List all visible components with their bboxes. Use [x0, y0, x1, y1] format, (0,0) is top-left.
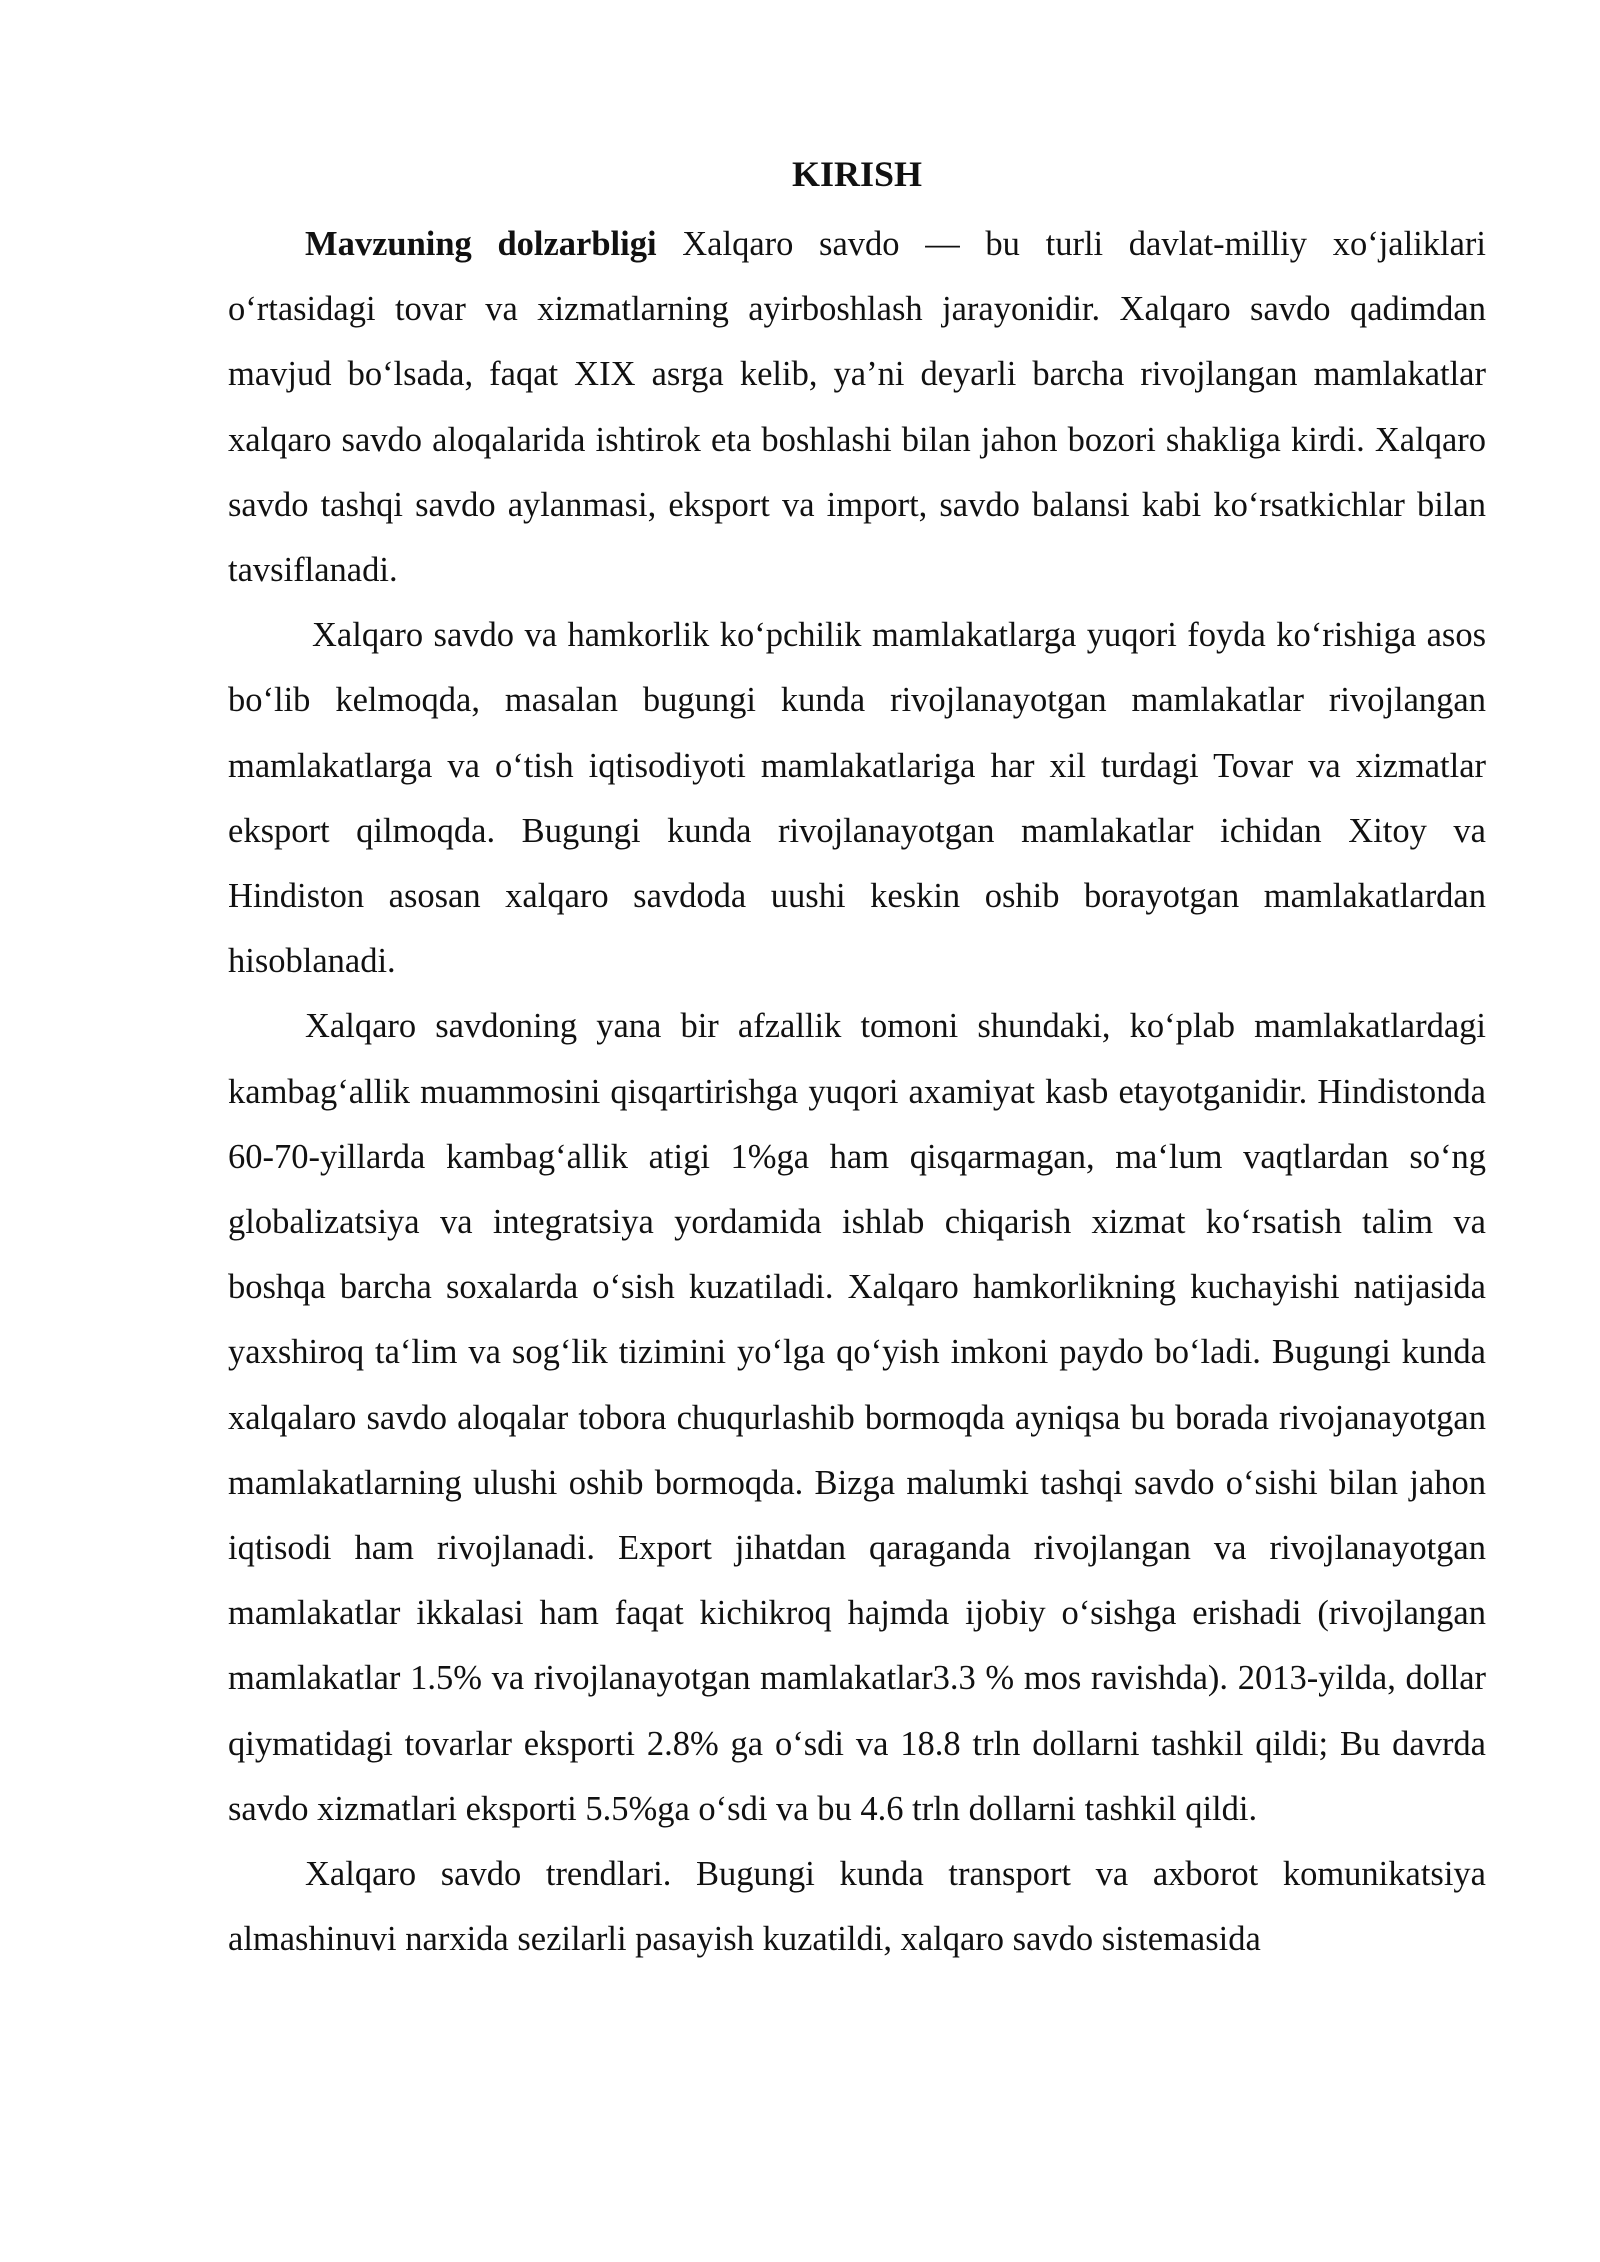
- paragraph-text: Xalqaro savdo — bu turli davlat-milliy xoʻjaliklari oʻrtasidagi tovar va xizmatlarning ayirboshlash jarayonidir. Xalqaro savdo qadimdan mavjud boʻlsada, faqat XIX asrga kelib, ya’ni deyarli barcha rivojlangan mamlakatlar xalqaro savdo aloqalarida ishtirok eta boshlashi bilan jahon bozori shakliga kirdi. Xalqaro savdo tashqi savdo aylanmasi, eksport va import, savdo balansi kabi koʻrsatkichlar bilan tavsiflanadi.: [228, 225, 1486, 590]
- document-page: [228, 148, 1486, 1972]
- paragraph-lead: Mavzuning dolzarbligi: [305, 225, 657, 263]
- paragraph-advantage: [228, 994, 1486, 1842]
- paragraph-trends: [228, 1842, 1486, 1972]
- paragraph-cooperation: [228, 603, 1486, 994]
- page-title: KIRISH: [791, 154, 923, 194]
- paragraph-text: Xalqaro savdo va hamkorlik koʻpchilik mamlakatlarga yuqori foyda koʻrishiga asos boʻlib kelmoqda, masalan bugungi kunda rivojlanayotgan mamlakatlar rivojlangan mamlakatlarga va oʻtish iqtisodiyoti mamlakatlariga har xil turdagi Tovar va xizmatlar eksport qilmoqda. Bugungi kunda rivojlanayotgan mamlakatlar ichidan Xitoy va Hindiston asosan xalqaro savdoda uushi keskin oshib borayotgan mamlakatlardan hisoblanadi.: [228, 616, 1486, 981]
- paragraph-text: Xalqaro savdoning yana bir afzallik tomoni shundaki, koʻplab mamlakatlardagi kambagʻallik muammosini qisqartirishga yuqori axamiyat kasb etayotganidir. Hindistonda 60-70-yillarda kambagʻallik atigi 1%ga ham qisqarmagan, maʻlum vaqtlardan soʻng globalizatsiya va integratsiya yordamida ishlab chiqarish xizmat koʻrsatish talim va boshqa barcha soxalarda oʻsish kuzatiladi. Xalqaro hamkorlikning kuchayishi natijasida yaxshiroq taʻlim va sogʻlik tizimini yoʻlga qoʻyish imkoni paydo boʻladi. Bugungi kunda xalqalaro savdo aloqalar tobora chuqurlashib bormoqda ayniqsa bu borada rivojanayotgan mamlakatlarning ulushi oshib bormoqda. Bizga malumki tashqi savdo oʻsishi bilan jahon iqtisodi ham rivojlanadi. Export jihatdan qaraganda rivojlangan va rivojlanayotgan mamlakatlar ikkalasi ham faqat kichikroq hajmda ijobiy oʻsishga erishadi (rivojlangan mamlakatlar 1.5% va rivojlanayotgan mamlakatlar3.3 % mos ravishda). 2013-yilda, dollar qiymatidagi tovarlar eksporti 2.8% ga oʻsdi va 18.8 trln dollarni tashkil qildi; Bu davrda savdo xizmatlari eksporti 5.5%ga oʻsdi va bu 4.6 trln dollarni tashkil qildi.: [228, 1007, 1486, 1828]
- paragraph-relevance: [228, 212, 1486, 603]
- paragraph-text: Xalqaro savdo trendlari. Bugungi kunda transport va axborot komunikatsiya almashinuvi narxida sezilarli pasayish kuzatildi, xalqaro savdo sistemasida: [228, 1855, 1486, 1959]
